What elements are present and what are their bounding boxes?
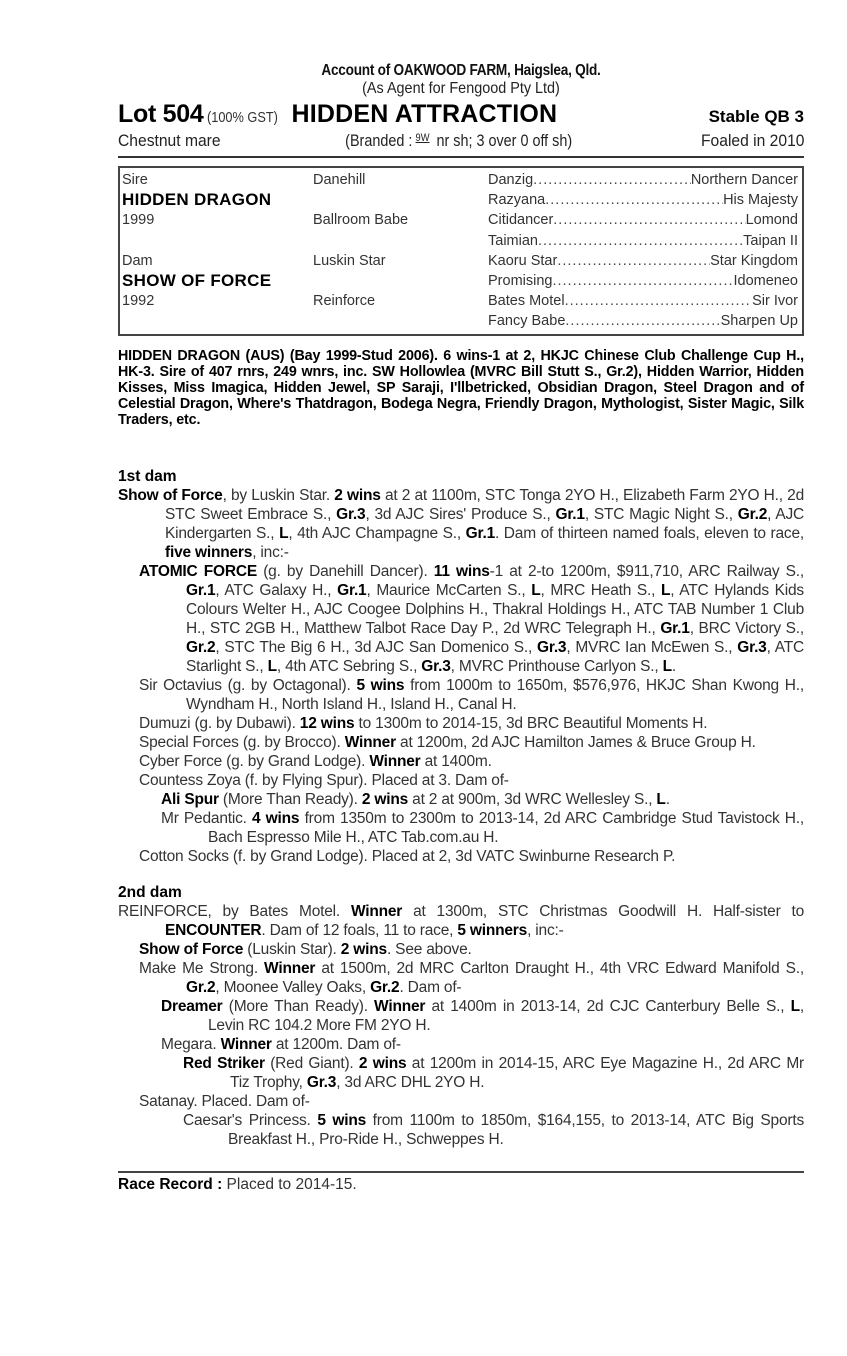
produce-entry: Countess Zoya (f. by Flying Spur). Placed at 3. Dam of-: [139, 772, 509, 789]
agent-line: (As Agent for Fengood Pty Ltd): [362, 80, 560, 97]
first-dam-section: [118, 486, 804, 866]
pedigree-row: [120, 231, 802, 251]
pedigree-gen3: Danzig ..... Northern Dancer: [488, 170, 798, 190]
catalogue-page: [118, 62, 804, 1195]
produce-entry: Mr Pedantic. 4 wins from 1350m to 2300m to 2013-14, 2d ARC Cambridge Stud Tavistock H., Bach Espresso Mile H., ATC Tab.com.au H.: [161, 810, 804, 846]
produce-entry: Sir Octavius (g. by Octagonal). 5 wins from 1000m to 1650m, $576,976, HKJC Shan Kwong H., Wyndham H., North Island H., Island H., Canal H.: [139, 677, 804, 713]
produce-entry: ATOMIC FORCE (g. by Danehill Dancer). 11 wins-1 at 2-to 1200m, $911,710, ARC Railway S., Gr.1, ATC Galaxy H., Gr.1, Maurice McCarten S., L, MRC Heath S., L, ATC Hylands Kids Colours Welter H., AJC Coogee Dolphins H., Thakral Holdings H., ATC TAB Number 1 Club H., STC 2GB H., Matthew Talbot Race Day P., 2d WRC Telegraph H., Gr.1, BRC Victory S., Gr.2, STC The Big 6 H., 3d AJC San Domenico S., Gr.3, MVRC Ian McEwen S., Gr.3, ATC Starlight S., L, 4th ATC Sebring S., Gr.3, MVRC Printhouse Carlyon S., L.: [139, 563, 805, 675]
pedigree-gen3: Taimian ..... Taipan II: [488, 231, 798, 251]
pedigree-gen1: 1992: [122, 293, 155, 310]
race-record: [118, 1175, 804, 1195]
pedigree-row: [120, 210, 802, 230]
pedigree-row: [120, 311, 802, 331]
foaled-year: Foaled in 2010: [700, 131, 804, 150]
vendor-account: Account of OAKWOOD FARM, Haigslea, Qld.: [321, 62, 601, 79]
produce-entry: Special Forces (g. by Brocco). Winner at 1200m, 2d AJC Hamilton James & Bruce Group H.: [139, 734, 756, 751]
pedigree-gen3: Citidancer ..... Lomond: [488, 210, 798, 230]
header-divider: [118, 156, 804, 158]
produce-entry: Satanay. Placed. Dam of-: [139, 1093, 310, 1110]
pedigree-gen2: Reinforce: [313, 293, 376, 310]
pedigree-row: [120, 251, 802, 271]
produce-entry: REINFORCE, by Bates Motel. Winner at 1300m, STC Christmas Goodwill H. Half-sister to ENCOUNTER. Dam of 12 foals, 11 to race, 5 winners, inc:-: [118, 903, 804, 939]
pedigree-row: [120, 271, 802, 291]
produce-entry: Cotton Socks (f. by Grand Lodge). Placed at 2, 3d VATC Swinburne Research P.: [139, 848, 676, 865]
pedigree-gen3: Razyana ..... His Majesty: [488, 190, 798, 210]
pedigree-gen2: Ballroom Babe: [313, 212, 409, 229]
second-dam-section: [118, 902, 804, 1149]
pedigree-gen1: HIDDEN DRAGON: [122, 190, 272, 210]
race-record-divider: [118, 1171, 804, 1173]
produce-entry: Ali Spur (More Than Ready). 2 wins at 2 at 900m, 3d WRC Wellesley S., L.: [161, 791, 670, 808]
produce-entry: Make Me Strong. Winner at 1500m, 2d MRC Carlton Draught H., 4th VRC Edward Manifold S., Gr.2, Moonee Valley Oaks, Gr.2. Dam of-: [139, 960, 804, 996]
colour-sex: Chestnut mare: [118, 131, 221, 150]
brand-info: (Branded :9Wnr sh; 3 over 0 off sh): [345, 131, 573, 150]
lot-line: [118, 100, 804, 128]
produce-entry: Show of Force (Luskin Star). 2 wins. See above.: [139, 941, 472, 958]
pedigree-gen3: Bates Motel ..... Sir Ivor: [488, 291, 798, 311]
horse-name: HIDDEN ATTRACTION: [291, 100, 558, 128]
pedigree-gen3: Promising ..... Idomeneo: [488, 271, 798, 291]
race-record-label: Race Record :: [118, 1176, 227, 1193]
brand-mark-icon: 9W: [416, 132, 431, 144]
pedigree-gen1: Sire: [122, 172, 148, 188]
pedigree-table: [118, 166, 804, 336]
pedigree-gen2: Danehill: [313, 172, 366, 188]
first-dam-heading: 1st dam: [118, 468, 177, 485]
produce-entry: Dreamer (More Than Ready). Winner at 1400m in 2013-14, 2d CJC Canterbury Belle S., L, Levin RC 104.2 More FM 2YO H.: [161, 998, 804, 1034]
produce-entry: Cyber Force (g. by Grand Lodge). Winner at 1400m.: [139, 753, 492, 770]
sire-summary: HIDDEN DRAGON (AUS) (Bay 1999-Stud 2006). 6 wins-1 at 2, HKJC Chinese Club Challenge Cup H., HK-3. Sire of 407 rnrs, 249 wnrs, inc. SW Hollowlea (MVRC Bill Stutt S., Gr.2), Hidden Warrior, Hidden Kisses, Miss Imagica, Hidden Jewel, SP Saraji, I'llbetricked, Obsidian Dragon, Steel Dragon and of Celestial Dragon, Where's Thatdragon, Bodega Negra, Friendly Dragon, Mythologist, Sister Magic, Silk Traders, etc.: [118, 348, 804, 428]
horse-details-line: [118, 130, 804, 152]
produce-entry: Show of Force, by Luskin Star. 2 wins at 2 at 1100m, STC Tonga 2YO H., Elizabeth Farm 2YO H., 2d STC Sweet Embrace S., Gr.3, 3d AJC Sires' Produce S., Gr.1, STC Magic Night S., Gr.2, AJC Kindergarten S., L, 4th AJC Champagne S., Gr.1. Dam of thirteen named foals, eleven to race, five winners, inc:-: [118, 487, 804, 561]
pedigree-gen3: Kaoru Star ..... Star Kingdom: [488, 251, 798, 271]
produce-entry: Dumuzi (g. by Dubawi). 12 wins to 1300m to 2014-15, 3d BRC Beautiful Moments H.: [139, 715, 708, 732]
pedigree-row: [120, 291, 802, 311]
pedigree-gen1: 1999: [122, 212, 155, 229]
pedigree-row: [120, 190, 802, 210]
second-dam-heading: 2nd dam: [118, 884, 182, 901]
pedigree-gen1: SHOW OF FORCE: [122, 271, 272, 290]
pedigree-gen1: Dam: [122, 252, 153, 269]
stable-location: Stable QB 3: [708, 107, 804, 126]
produce-entry: Megara. Winner at 1200m. Dam of-: [161, 1036, 401, 1053]
produce-entry: Red Striker (Red Giant). 2 wins at 1200m in 2014-15, ARC Eye Magazine H., 2d ARC Mr Tiz Trophy, Gr.3, 3d ARC DHL 2YO H.: [183, 1055, 804, 1091]
pedigree-gen3: Fancy Babe ..... Sharpen Up: [488, 311, 798, 331]
race-record-value: Placed to 2014-15.: [226, 1176, 357, 1193]
pedigree-gen2: Luskin Star: [313, 252, 386, 269]
gst-note: (100% GST): [207, 109, 279, 126]
pedigree-row: [120, 170, 802, 190]
lot-number: Lot 504: [118, 100, 204, 128]
produce-entry: Caesar's Princess. 5 wins from 1100m to 1850m, $164,155, to 2013-14, ATC Big Sports Breakfast H., Pro-Ride H., Schweppes H.: [183, 1112, 804, 1148]
